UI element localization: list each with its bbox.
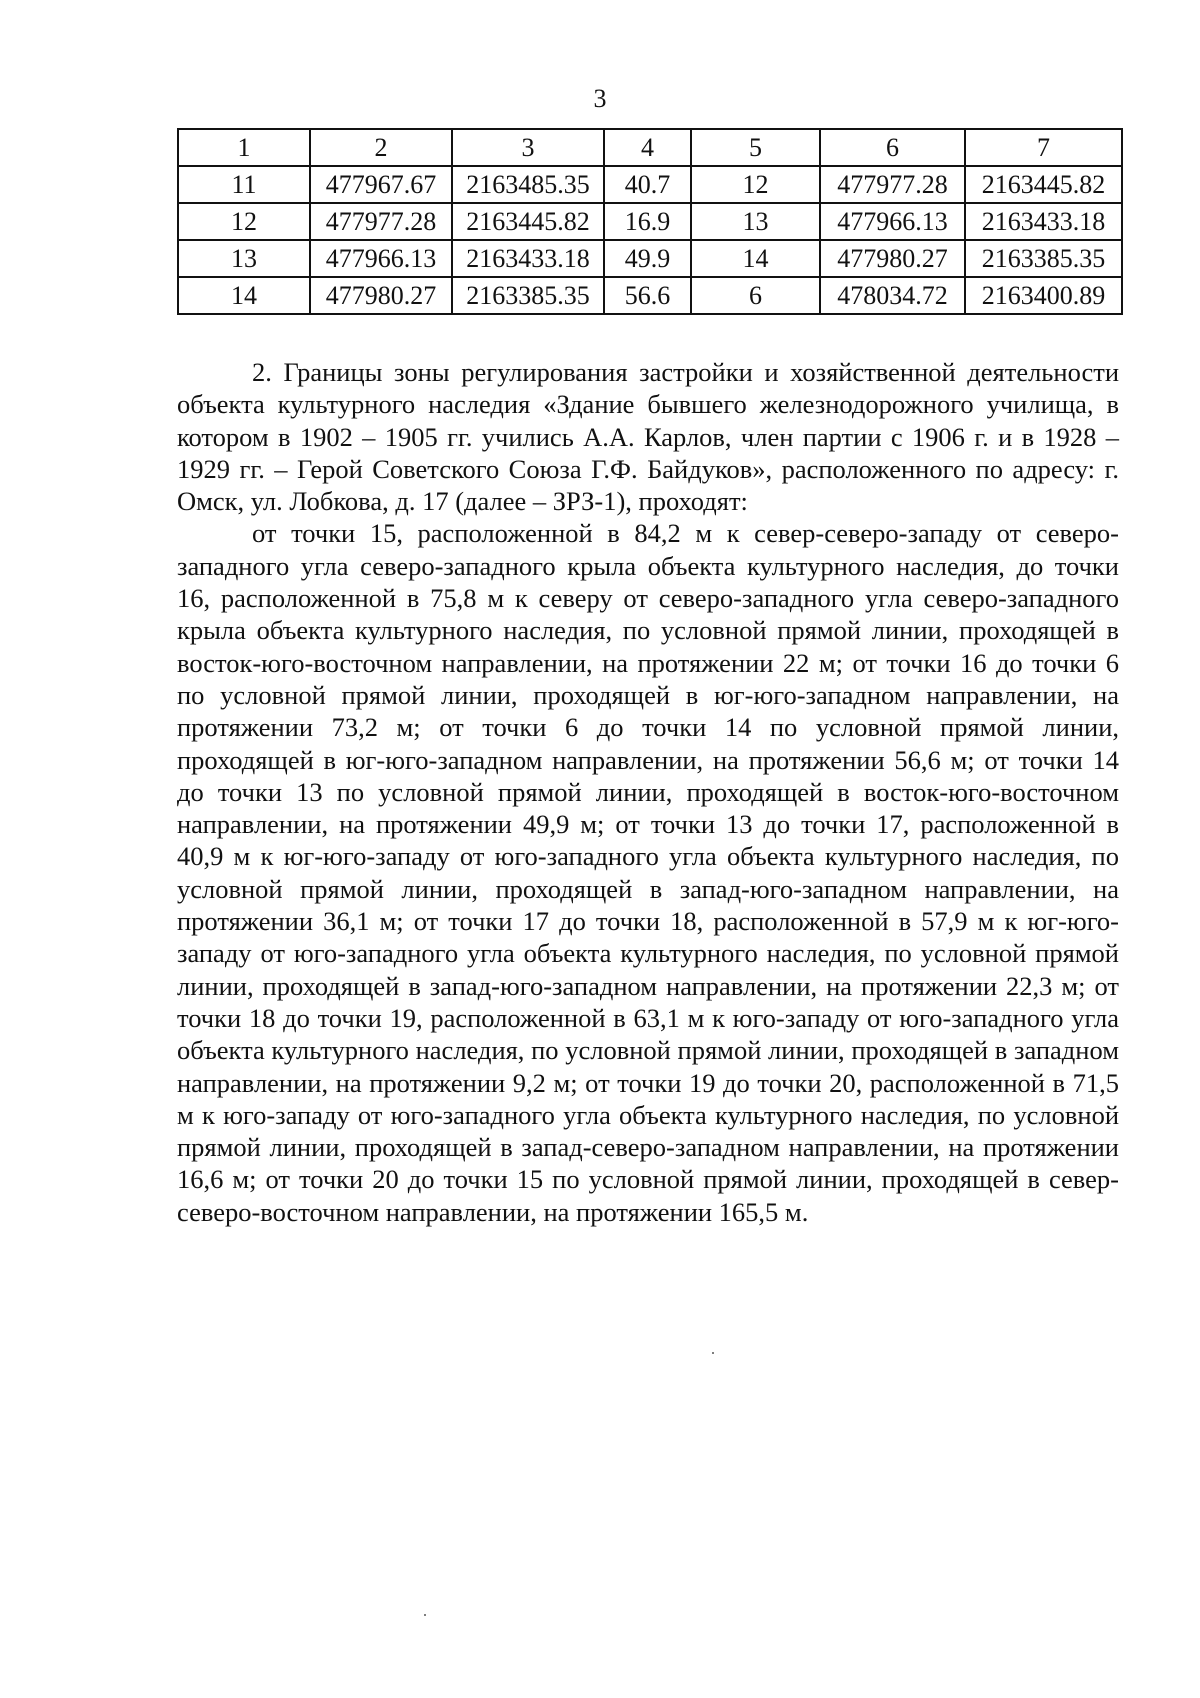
table-row <box>178 240 1122 277</box>
coordinates-table <box>177 128 1123 315</box>
table-header-cell: 6 <box>820 129 965 166</box>
table-cell: 14 <box>178 277 310 314</box>
table-header-cell: 5 <box>691 129 820 166</box>
table-header-cell: 4 <box>604 129 691 166</box>
table-row <box>178 166 1122 203</box>
table-cell: 477977.28 <box>820 166 965 203</box>
table-cell: 40.7 <box>604 166 691 203</box>
table-cell: 2163433.18 <box>965 203 1122 240</box>
page-number: 3 <box>593 84 607 113</box>
table-row <box>178 203 1122 240</box>
table-cell: 16.9 <box>604 203 691 240</box>
table-header-cell: 1 <box>178 129 310 166</box>
table-cell: 13 <box>691 203 820 240</box>
document-body <box>177 356 1119 1228</box>
table-cell: 477966.13 <box>310 240 452 277</box>
table-cell: 14 <box>691 240 820 277</box>
table-cell: 2163400.89 <box>965 277 1122 314</box>
table-header-cell: 7 <box>965 129 1122 166</box>
paragraph-zrz-1-definition: 2. Границы зоны регулирования застройки и хозяйственной деятельности объекта культурного наследия «Здание бывшего железнодорожного училища, в котором в 1902 – 1905 гг. учились А.А. Карлов, член партии с 1906 г. и в 1928 – 1929 гг. – Герой Советского Союза Г.Ф. Байдуков», расположенного по адресу: г. Омск, ул. Лобкова, д. 17 (далее – ЗРЗ-1), проходят: <box>177 357 1119 517</box>
table-cell: 478034.72 <box>820 277 965 314</box>
table-header-cell: 3 <box>452 129 604 166</box>
table-cell: 477977.28 <box>310 203 452 240</box>
table-cell: 13 <box>178 240 310 277</box>
table-cell: 11 <box>178 166 310 203</box>
table-cell: 2163433.18 <box>452 240 604 277</box>
table-cell: 2163445.82 <box>965 166 1122 203</box>
table-cell: 2163485.35 <box>452 166 604 203</box>
table-cell: 49.9 <box>604 240 691 277</box>
scan-speck <box>712 1352 714 1354</box>
table-cell: 12 <box>691 166 820 203</box>
table-row <box>178 277 1122 314</box>
table-cell: 477980.27 <box>310 277 452 314</box>
table-cell: 6 <box>691 277 820 314</box>
table-cell: 477980.27 <box>820 240 965 277</box>
table-cell: 2163445.82 <box>452 203 604 240</box>
table-cell: 2163385.35 <box>452 277 604 314</box>
table-cell: 56.6 <box>604 277 691 314</box>
table-cell: 12 <box>178 203 310 240</box>
scan-speck <box>424 1614 426 1616</box>
table-cell: 477966.13 <box>820 203 965 240</box>
table-header-row <box>178 129 1122 166</box>
table-cell: 477967.67 <box>310 166 452 203</box>
paragraph-boundary-description: от точки 15, расположенной в 84,2 м к север-северо-западу от северо-западного угла северо-западного крыла объекта культурного наследия, до точки 16, расположенной в 75,8 м к северу от северо-западного угла северо-западного крыла объекта культурного наследия, по условной прямой линии, проходящей в восток-юго-восточном направлении, на протяжении 22 м; от точки 16 до точки 6 по условной прямой линии, проходящей в юг-юго-западном направлении, на протяжении 73,2 м; от точки 6 до точки 14 по условной прямой линии, проходящей в юг-юго-западном направлении, на протяжении 56,6 м; от точки 14 до точки 13 по условной прямой линии, проходящей в восток-юго-восточном направлении, на протяжении 49,9 м; от точки 13 до точки 17, расположенной в 40,9 м к юг-юго-западу от юго-западного угла объекта культурного наследия, по условной прямой линии, проходящей в запад-юго-западном направлении, на протяжении 36,1 м; от точки 17 до точки 18, расположенной в 57,9 м к юг-юго-западу от юго-западного угла объекта культурного наследия, по условной прямой линии, проходящей в запад-юго-западном направлении, на протяжении 22,3 м; от точки 18 до точки 19, расположенной в 63,1 м к юго-западу от юго-западного угла объекта культурного наследия, по условной прямой линии, проходящей в западном направлении, на протяжении 9,2 м; от точки 19 до точки 20, расположенной в 71,5 м к юго-западу от юго-западного угла объекта культурного наследия, по условной прямой линии, проходящей в запад-северо-западном направлении, на протяжении 16,6 м; от точки 20 до точки 15 по условной прямой линии, проходящей в север-северо-восточном направлении, на протяжении 165,5 м. <box>177 518 1119 1227</box>
table-header-cell: 2 <box>310 129 452 166</box>
table-cell: 2163385.35 <box>965 240 1122 277</box>
